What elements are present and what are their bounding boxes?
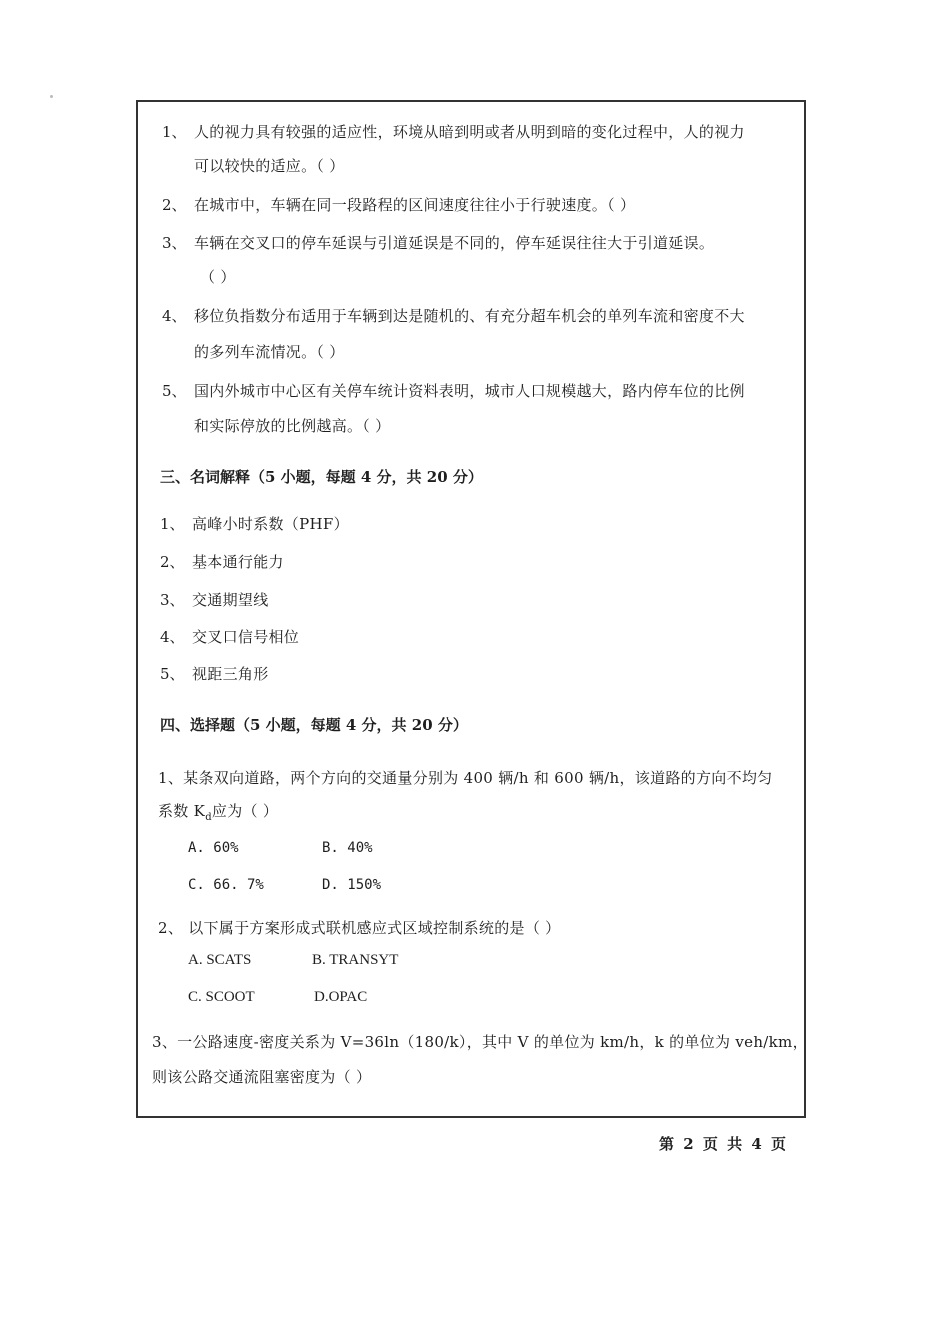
term-5-number: 5、	[160, 665, 185, 683]
scan-speck	[50, 95, 53, 98]
term-4-number: 4、	[160, 628, 185, 646]
mc-2-option-d: D.OPAC	[314, 989, 368, 1005]
mc-2-question: 2、 以下属于方案形成式联机感应式区域控制系统的是（ ）	[158, 919, 561, 937]
mc-2-option-a: A. SCATS	[188, 952, 252, 968]
mc-1-line2	[158, 800, 278, 823]
page-number: 第 2 页 共 4 页	[659, 1135, 788, 1153]
term-2-number: 2、	[160, 553, 185, 571]
judge-3-line2: （ ）	[200, 268, 236, 286]
term-2-text: 基本通行能力	[192, 553, 284, 571]
term-4-text: 交叉口信号相位	[192, 628, 300, 646]
judge-5-line2: 和实际停放的比例越高。（ ）	[194, 417, 391, 435]
judge-2-number: 2、	[162, 196, 187, 214]
term-1-text: 高峰小时系数（PHF）	[192, 515, 349, 533]
mc-1-line2-suffix: 应为（ ）	[211, 802, 279, 820]
mc-3-line1: 3、一公路速度-密度关系为 V=36ln（180/k），其中 V 的单位为 km/h，k 的单位为 veh/km，	[152, 1033, 808, 1051]
mc-1-option-b: B. 40%	[322, 840, 373, 856]
judge-1-number: 1、	[162, 123, 187, 141]
mc-1-option-c: C. 66. 7%	[188, 877, 264, 893]
judge-3-number: 3、	[162, 234, 187, 252]
mc-1-subscript: d	[205, 812, 212, 823]
judge-1-line2: 可以较快的适应。（ ）	[194, 157, 345, 175]
term-1-number: 1、	[160, 515, 185, 533]
mc-1-option-d: D. 150%	[322, 877, 382, 893]
judge-5-number: 5、	[162, 382, 187, 400]
judge-4-line1: 移位负指数分布适用于车辆到达是随机的、有充分超车机会的单列车流和密度不大	[194, 307, 745, 325]
term-3-text: 交通期望线	[192, 591, 269, 609]
judge-5-line1: 国内外城市中心区有关停车统计资料表明，城市人口规模越大，路内停车位的比例	[194, 382, 745, 400]
mc-1-line2-prefix: 系数 K	[158, 802, 206, 820]
judge-4-number: 4、	[162, 307, 187, 325]
term-3-number: 3、	[160, 591, 185, 609]
mc-1-line1: 1、某条双向道路，两个方向的交通量分别为 400 辆/h 和 600 辆/h，该道路的方向不均匀	[158, 769, 773, 787]
mc-2-option-c: C. SCOOT	[188, 989, 255, 1005]
judge-1-line1: 人的视力具有较强的适应性，环境从暗到明或者从明到暗的变化过程中，人的视力	[194, 123, 745, 141]
judge-2-line1: 在城市中，车辆在同一段路程的区间速度往往小于行驶速度。（ ）	[194, 196, 636, 214]
judge-4-line2: 的多列车流情况。（ ）	[194, 343, 345, 361]
mc-1-option-a: A. 60%	[188, 840, 239, 856]
term-5-text: 视距三角形	[192, 665, 269, 683]
mc-2-option-b: B. TRANSYT	[312, 952, 399, 968]
section4-heading: 四、选择题（5 小题，每题 4 分，共 20 分）	[160, 716, 468, 734]
judge-3-line1: 车辆在交叉口的停车延误与引道延误是不同的，停车延误往往大于引道延误。	[194, 234, 715, 252]
section3-heading: 三、名词解释（5 小题，每题 4 分，共 20 分）	[160, 468, 483, 486]
mc-3-line2: 则该公路交通流阻塞密度为（ ）	[152, 1068, 372, 1086]
